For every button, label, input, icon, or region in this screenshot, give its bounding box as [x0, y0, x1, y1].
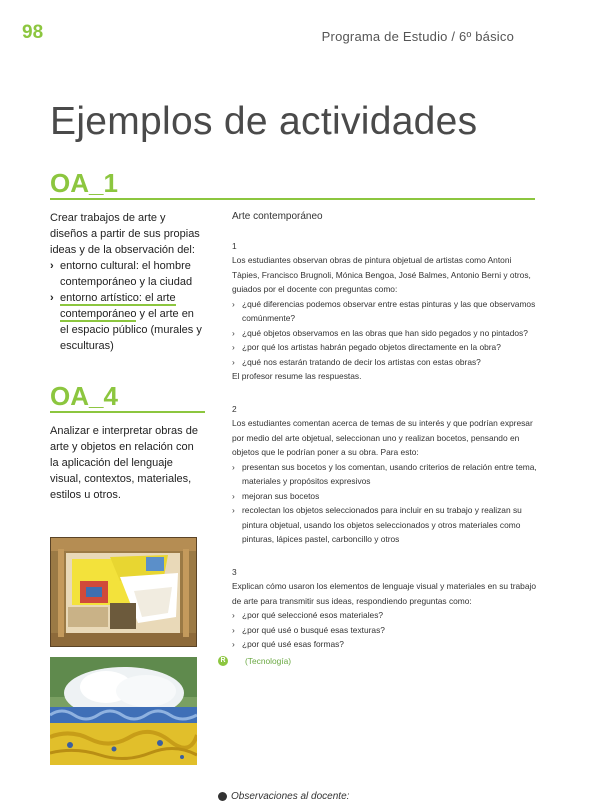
oa1-item-highlight: entorno artístico: el arte contemporáneo	[60, 292, 176, 320]
activities-column	[220, 210, 537, 668]
activity-1-question: › ¿qué objetos observamos en las obras que han sido pegados y no pintados?	[232, 326, 537, 341]
oa1-intro: Crear trabajos de arte y diseños a partir de sus propias ideas y de la observación del:	[50, 212, 200, 256]
artwork-photo-landscape	[50, 657, 197, 765]
oa4-heading: OA_4	[50, 381, 118, 411]
page-number: 98	[22, 22, 44, 43]
technology-link-label: (Tecnología)	[245, 655, 292, 666]
landscape-image	[50, 657, 197, 765]
artwork-photo-collage	[50, 537, 197, 647]
activity-3-questions	[232, 608, 537, 652]
running-header: Programa de Estudio / 6º básico	[321, 29, 514, 44]
oa1-item-rest: y el arte en el espacio público (murales y esculturas)	[60, 308, 202, 352]
activity-3-text: Explican cómo usaron los elementos de lenguaje visual y materiales en su trabajo de arte para transmitir sus ideas, respondiendo preguntas como:	[232, 581, 536, 606]
activity-1-number: 1	[232, 240, 237, 251]
activity-2-number: 2	[232, 403, 237, 414]
activity-2-steps	[232, 460, 537, 547]
activity-1-question: › ¿por qué los artistas habrán pegado objetos directamente en la obra?	[232, 340, 537, 355]
activity-3-question: › ¿por qué usé o busqué esas texturas?	[232, 623, 537, 638]
oa4-text: Analizar e interpretar obras de arte y objetos en relación con la aplicación del lenguaje visual, contextos, materiales, estilos u otros.	[50, 425, 198, 501]
oa4-description	[50, 423, 205, 503]
oa1-heading: OA_1	[50, 168, 118, 198]
oa4-divider	[50, 411, 205, 413]
oa1-list	[50, 258, 205, 354]
activities-section-title: Arte contemporáneo	[232, 211, 323, 222]
teacher-notes-heading	[218, 791, 349, 802]
oa1-item-artistic	[50, 290, 205, 354]
activity-1-closing: El profesor resume las respuestas.	[232, 371, 362, 381]
activity-3-question: › ¿por qué seleccioné esos materiales?	[232, 608, 537, 623]
activity-2-step: › mejoran sus bocetos	[232, 489, 537, 504]
activity-1-question: › ¿qué nos estarán tratando de decir los artistas con estas obras?	[232, 355, 537, 370]
oa1-item-cultural: › entorno cultural: el hombre contemporáneo y la ciudad	[50, 258, 205, 290]
activity-3-number: 3	[232, 566, 237, 577]
activity-1-text: Los estudiantes observan obras de pintura objetual de artistas como Antoni Tàpies, Francisco Brugnoli, Mónica Bengoa, José Balmes, Antonio Berni y otros, guiados por el docente con preguntas como:	[232, 255, 531, 294]
subject-link-icon: R	[218, 656, 228, 666]
activity-2-step: › presentan sus bocetos y los comentan, usando criterios de relación entre tema, materiales y propósitos expresivos	[232, 460, 537, 489]
technology-link	[220, 654, 537, 669]
oa1-divider	[50, 198, 535, 200]
activity-1-questions	[232, 297, 537, 370]
activity-1-question: › ¿qué diferencias podemos observar entre estas pinturas y las que observamos comúnmente?	[232, 297, 537, 326]
activity-3-question: › ¿por qué usé esas formas?	[232, 637, 537, 652]
teacher-notes-label: Observaciones al docente:	[231, 791, 350, 802]
activity-2-text: Los estudiantes comentan acerca de temas de su interés y que podrían expresar por medio del arte objetual, seleccionan uno y realizan bocetos, pensando en objetos que le podrían poner a su obra. Para esto:	[232, 418, 533, 457]
collage-image	[50, 537, 197, 647]
oa1-description	[50, 210, 205, 354]
page-title: Ejemplos de actividades	[50, 100, 478, 143]
activity-2-step: › recolectan los objetos seleccionados para incluir en su trabajo y realizan su pintura objetual, usando los objetos seleccionados y otros materiales como pinturas, lápices pastel, carboncillo y otros	[232, 503, 537, 547]
